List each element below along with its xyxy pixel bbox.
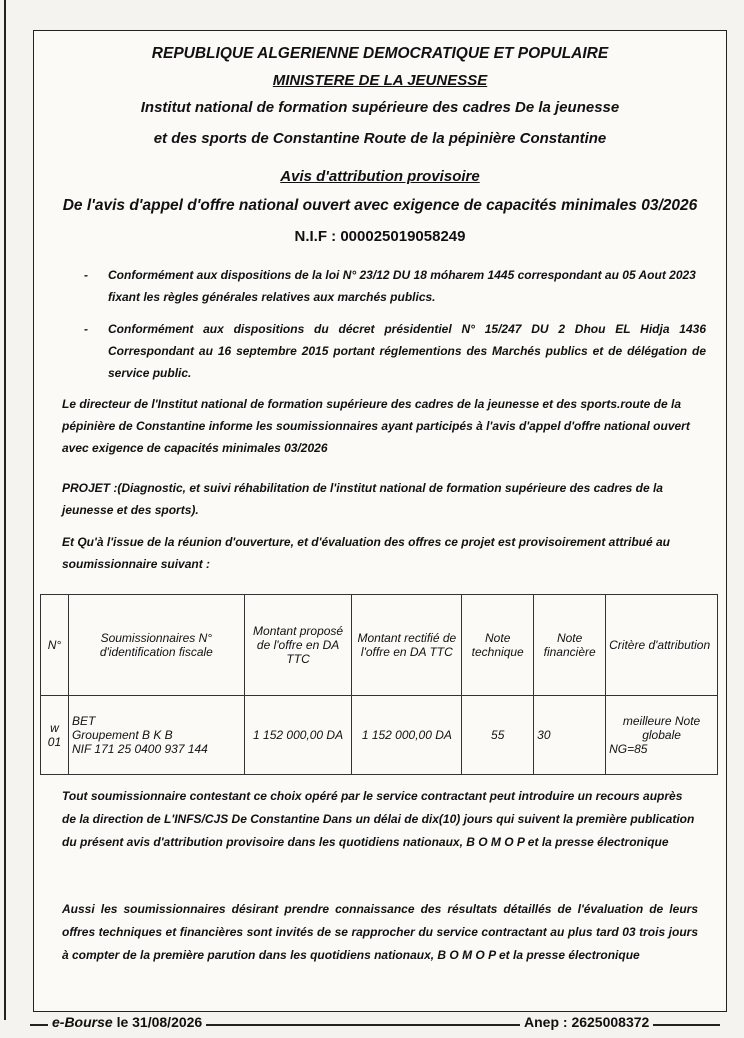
cell-number: w 01 bbox=[41, 696, 69, 775]
table-header-row bbox=[41, 595, 718, 696]
republic-heading: REPUBLIQUE ALGERIENNE DEMOCRATIQUE ET POPULAIRE bbox=[151, 45, 609, 62]
cell-fin: 30 bbox=[534, 696, 606, 775]
bidder-line-3: NIF 171 25 0400 937 144 bbox=[71, 742, 208, 756]
source-date: le 31/08/2026 bbox=[116, 1014, 203, 1030]
notice-title bbox=[34, 168, 726, 185]
legal-bullet-1-text: Conformément aux dispositions de la loi N° 23/12 DU 18 móharem 1445 correspondant au 05 Aout 2023 fixant les règles générales relatives aux marchés publics. bbox=[108, 268, 696, 304]
bullet-dash: - bbox=[84, 268, 88, 282]
table-row bbox=[41, 696, 718, 775]
ministry-heading-text: MINISTERE DE LA JEUNESSE bbox=[272, 72, 488, 89]
cell-tech: 55 bbox=[462, 696, 534, 775]
source-brand: e-Bourse bbox=[52, 1014, 113, 1030]
results-paragraph: Aussi les soumissionnaires désirant prendre connaissance des résultats détaillés de l'évaluation de leurs offres techniques et financières sont invités de se rapprocher du service contractant au plus tard 03 trois jours à compter de la première parution dans les quotidiens nationaux, B O M O P et la presse électronique bbox=[62, 902, 698, 962]
col-header-bidder: Soumissionnaires N° d'identification fiscale bbox=[68, 595, 244, 696]
col-header-fin: Note financière bbox=[534, 595, 606, 696]
bullet-dash: - bbox=[84, 322, 88, 336]
appeal-paragraph: Tout soumissionnaire contestant ce choix opéré par le service contractant peut introduire un recours auprès de la direction de L'INFS/CJS De Constantine Dans un délai de dix(10) jours qui suivent la première publication du présent avis d'attribution provisoire dans les quotidiens nationaux, B O M O P et la presse électronique bbox=[62, 789, 695, 849]
source-label bbox=[48, 1014, 206, 1030]
institute-line-2: et des sports de Constantine Route de la pépinière Constantine bbox=[153, 130, 607, 147]
criteria-line-3: NG=85 bbox=[609, 742, 648, 756]
criteria-line-1: meilleure Note bbox=[622, 714, 701, 728]
ministry-heading bbox=[34, 72, 726, 89]
cell-rectified: 1 152 000,00 DA bbox=[352, 696, 462, 775]
legal-bullet-2 bbox=[86, 318, 706, 384]
award-table bbox=[40, 594, 718, 775]
bidder-line-2: Groupement B K B bbox=[71, 728, 173, 742]
col-header-proposed: Montant proposé de l'offre en DA TTC bbox=[244, 595, 352, 696]
notice-title-text: Avis d'attribution provisoire bbox=[280, 168, 480, 185]
bidder-line-1: BET bbox=[71, 714, 96, 728]
cell-criteria bbox=[606, 696, 718, 775]
col-header-rectified: Montant rectifié de l'offre en DA TTC bbox=[352, 595, 462, 696]
legal-bullet-1 bbox=[86, 264, 706, 308]
anep-label: Anep : 2625008372 bbox=[520, 1014, 653, 1030]
legal-bullet-2-text: Conformément aux dispositions du décret présidentiel N° 15/247 DU 2 Dhou EL Hidja 1436 Correspondant au 16 septembre 2015 portant réglementions des Marchés publics et de délégation de service public. bbox=[108, 322, 706, 380]
notice-subtitle: De l'avis d'appel d'offre national ouvert avec exigence de capacités minimales 03/2026 bbox=[62, 197, 698, 214]
bottom-source-bar bbox=[0, 1014, 744, 1034]
left-column-rule bbox=[4, 0, 12, 1020]
director-paragraph: Le directeur de l'Institut national de formation supérieure des cadres de la jeunesse et des sports.route de la pépinière de Constantine informe les soumissionnaires ayant participés à l'avis d'appel d'offre national ouvert avec exigence de capacités minimales 03/2026 bbox=[62, 397, 690, 455]
cell-bidder bbox=[68, 696, 244, 775]
col-header-tech: Note technique bbox=[462, 595, 534, 696]
project-paragraph: PROJET :(Diagnostic, et suivi réhabilitation de l'institut national de formation supérieure des cadres de la jeunesse et des sports). bbox=[62, 481, 663, 517]
cell-proposed: 1 152 000,00 DA bbox=[244, 696, 352, 775]
criteria-line-2: globale bbox=[642, 728, 681, 742]
institute-line-1: Institut national de formation supérieure des cadres De la jeunesse bbox=[140, 99, 620, 116]
notice-frame bbox=[33, 30, 727, 1012]
nif-line: N.I.F : 000025019058249 bbox=[294, 228, 466, 245]
award-paragraph: Et Qu'à l'issue de la réunion d'ouverture, et d'évaluation des offres ce projet est provisoirement attribué au soumissionnaire suivant : bbox=[62, 535, 671, 571]
col-header-number: N° bbox=[41, 595, 69, 696]
col-header-criteria: Critère d'attribution bbox=[606, 595, 718, 696]
